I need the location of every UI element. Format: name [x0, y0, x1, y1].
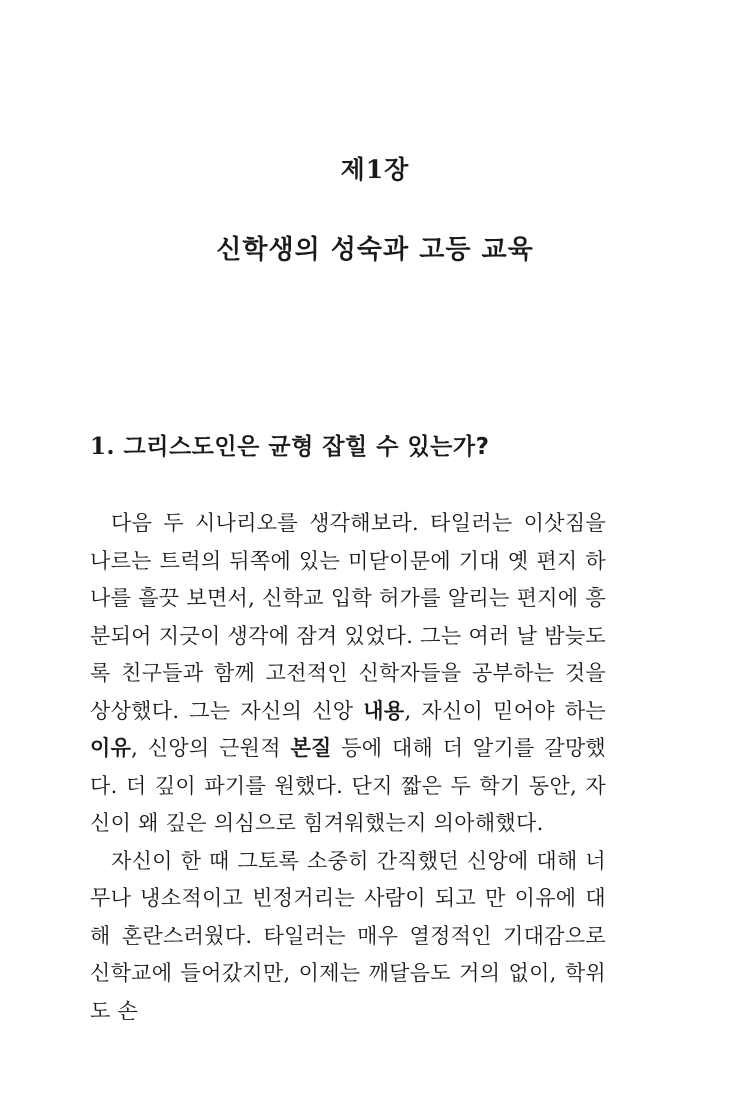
paragraph-2: 자신이 한 때 그토록 소중히 간직했던 신앙에 대해 너무나 냉소적이고 빈정거리는 사람이 되고 만 이유에 대해 혼란스러웠다. 타일러는 매우 열정적인 기대감으로 신학교에 들어갔지만, 이제는 깨달음도 거의 없이, 학위도 손	[90, 848, 606, 1023]
chapter-label: 제1장	[340, 155, 410, 184]
body-text	[90, 505, 606, 1030]
paragraph-1-segment-3: , 신앙의 근원적	[131, 736, 291, 760]
paragraph-1-segment-4: 등에 대해 더 알기를 갈망했다. 더 깊이 파기를 원했다. 단지 짧은 두 학기 동안, 자신이 왜 깊은 의심으로 힘겨워했는지 의아해했다.	[90, 736, 606, 835]
emphasis-essence: 본질	[290, 736, 332, 760]
chapter-title: 신학생의 성숙과 고등 교육	[216, 235, 534, 265]
paragraph-1-segment-2: , 자신이 믿어야 하는	[404, 698, 607, 723]
paragraph-1	[90, 505, 606, 843]
emphasis-reason: 이유	[90, 736, 132, 760]
emphasis-content: 내용	[363, 698, 405, 723]
section-number: 1.	[90, 433, 116, 460]
section-title: 그리스도인은 균형 잡힐 수 있는가?	[123, 434, 490, 460]
paragraph-1-segment-1: 다음 두 시나리오를 생각해보라. 타일러는 이삿짐을 나르는 트럭의 뒤쪽에 있는 미닫이문에 기대 옛 편지 하나를 흘끗 보면서, 신학교 입학 허가를 알리는 편지에 흥분되어 지긋이 생각에 잠겨 있었다. 그는 여러 날 밤늦도록 친구들과 함께 고전적인 신학자들을 공부하는 것을 상상했다. 그는 자신의 신앙	[90, 511, 606, 723]
section-heading	[90, 428, 650, 461]
